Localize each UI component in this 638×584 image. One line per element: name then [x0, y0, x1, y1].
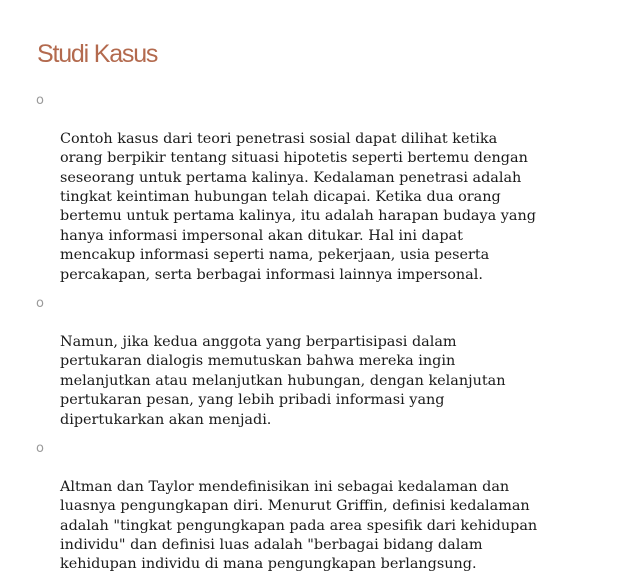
slide-title: Studi Kasus — [37, 40, 158, 68]
bullet-item — [36, 439, 616, 575]
bullet-marker-icon: o — [36, 440, 44, 456]
bullet-text: Contoh kasus dari teori penetrasi sosial dapat dilihat ketika orang berpikir tentang situasi hipotetis seperti bertemu dengan seseorang untuk pertama kalinya. Kedalaman penetrasi adalah tingkat keintiman hubungan telah dicapai. Ketika dua orang bertemu untuk pertama kalinya, itu adalah harapan budaya yang hanya informasi impersonal akan ditukar. Hal ini dapat mencakup informasi seperti nama, pekerjaan, usia peserta percakapan, serta berbagai informasi lainnya impersonal. — [60, 130, 536, 283]
bullet-marker-icon: o — [36, 296, 44, 312]
bullet-text: Namun, jika kedua anggota yang berpartisipasi dalam pertukaran dialogis memutuskan bahwa mereka ingin melanjutkan atau melanjutkan hubungan, dengan kelanjutan pertukaran pesan, yang lebih pribadi informasi yang dipertukarkan akan menjadi. — [60, 333, 506, 428]
bullet-item — [36, 91, 616, 285]
bullet-text: Altman dan Taylor mendefinisikan ini sebagai kedalaman dan luasnya pengungkapan diri. Menurut Griffin, definisi kedalaman adalah "tingkat pengungkapan pada area spesifik dari kehidupan individu" dan definisi luas adalah "berbagai bidang dalam kehidupan individu di mana pengungkapan berlangsung. — [60, 478, 538, 573]
bullet-item — [36, 294, 616, 430]
bullet-list — [36, 91, 616, 584]
bullet-marker-icon: o — [36, 93, 44, 108]
